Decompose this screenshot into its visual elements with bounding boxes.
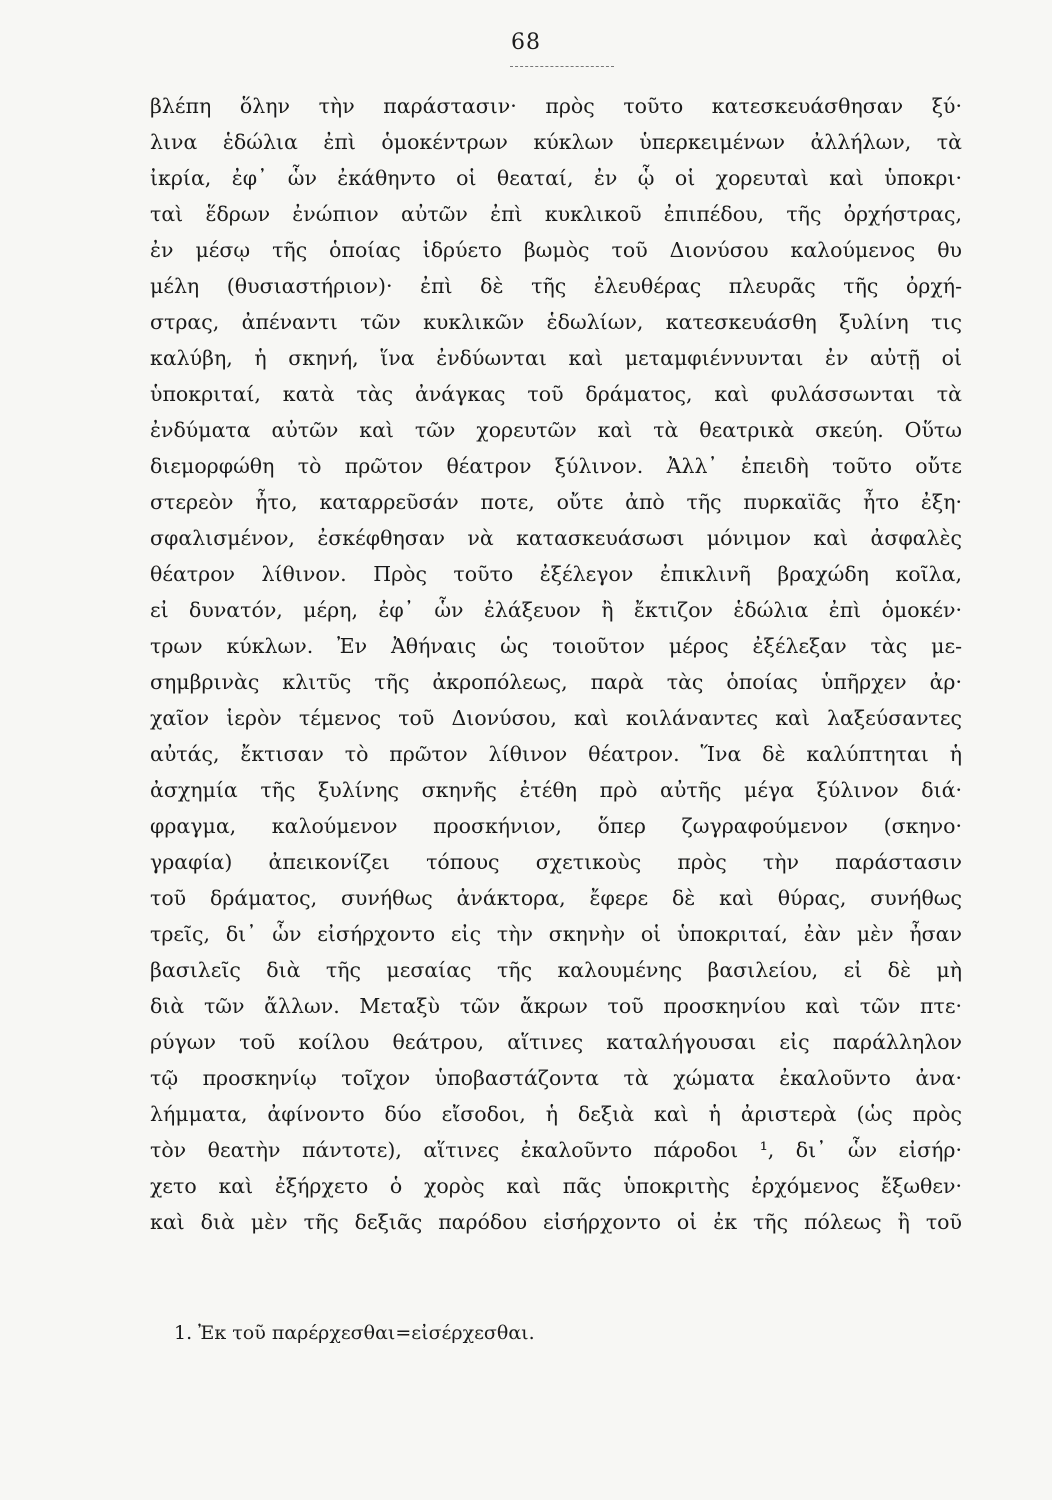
footnote: 1. Ἐκ τοῦ παρέρχεσθαι=εἰσέρχεσθαι. — [174, 1322, 535, 1344]
text-line: μέλη (θυσιαστήριον)· ἐπὶ δὲ τῆς ἐλευθέρας πλευρᾶς τῆς ὀρχή- — [150, 274, 962, 298]
text-line: θέατρον λίθινον. Πρὸς τοῦτο ἐξέλεγον ἐπικλινῆ βραχώδη κοῖλα, — [150, 562, 962, 586]
text-line: τοῦ δράματος, συνήθως ἀνάκτορα, ἔφερε δὲ καὶ θύρας, συνήθως — [150, 886, 962, 910]
text-line: σφαλισμένον, ἐσκέφθησαν νὰ κατασκευάσωσι μόνιμον καὶ ἀσφαλὲς — [150, 526, 962, 550]
text-line: χαῖον ἱερὸν τέμενος τοῦ Διονύσου, καὶ κοιλάναντες καὶ λαξεύσαντες — [150, 706, 962, 730]
text-line: τρων κύκλων. Ἐν Ἀθήναις ὡς τοιοῦτον μέρος ἐξέλεξαν τὰς με- — [150, 634, 962, 658]
text-line: γραφία) ἀπεικονίζει τόπους σχετικοὺς πρὸς τὴν παράστασιν — [150, 850, 962, 874]
text-line: ρύγων τοῦ κοίλου θεάτρου, αἵτινες καταλήγουσαι εἰς παράλληλον — [150, 1030, 962, 1054]
text-line: σημβρινὰς κλιτῦς τῆς ἀκροπόλεως, παρὰ τὰς ὁποίας ὑπῆρχεν ἀρ· — [150, 670, 962, 694]
text-line: ὑποκριταί, κατὰ τὰς ἀνάγκας τοῦ δράματος, καὶ φυλάσσωνται τὰ — [150, 382, 962, 406]
text-line: ἐν μέσῳ τῆς ὁποίας ἱδρύετο βωμὸς τοῦ Διονύσου καλούμενος θυ — [150, 238, 962, 262]
text-line: τῷ προσκηνίῳ τοῖχον ὑποβαστάζοντα τὰ χώματα ἐκαλοῦντο ἀνα· — [150, 1066, 962, 1090]
text-line: βλέπη ὅλην τὴν παράστασιν· πρὸς τοῦτο κατεσκευάσθησαν ξύ· — [150, 94, 962, 118]
page-number: 68 — [511, 30, 541, 55]
text-line: στρας, ἀπέναντι τῶν κυκλικῶν ἑδωλίων, κατεσκευάσθη ξυλίνη τις — [150, 310, 962, 334]
text-line: στερεὸν ἦτο, καταρρεῦσάν ποτε, οὔτε ἀπὸ τῆς πυρκαϊᾶς ἦτο ἐξη· — [150, 490, 962, 514]
text-line: ἀσχημία τῆς ξυλίνης σκηνῆς ἐτέθη πρὸ αὐτῆς μέγα ξύλινον διά· — [150, 778, 962, 802]
text-line: καλύβη, ἡ σκηνή, ἵνα ἐνδύωνται καὶ μεταμφιέννυνται ἐν αὐτῇ οἱ — [150, 346, 962, 370]
text-line: ταὶ ἕδρων ἐνώπιον αὐτῶν ἐπὶ κυκλικοῦ ἐπιπέδου, τῆς ὀρχήστρας, — [150, 202, 962, 226]
text-line: χετο καὶ ἐξήρχετο ὁ χορὸς καὶ πᾶς ὑποκριτὴς ἐρχόμενος ἔξωθεν· — [150, 1174, 962, 1198]
text-line: διεμορφώθη τὸ πρῶτον θέατρον ξύλινον. Ἀλλ᾽ ἐπειδὴ τοῦτο οὔτε — [150, 454, 962, 478]
text-line: τὸν θεατὴν πάντοτε), αἵτινες ἐκαλοῦντο πάροδοι ¹, δι᾽ ὧν εἰσήρ· — [150, 1138, 962, 1162]
text-line: τρεῖς, δι᾽ ὧν εἰσήρχοντο εἰς τὴν σκηνὴν οἱ ὑποκριταί, ἐὰν μὲν ἦσαν — [150, 922, 962, 946]
text-line: ἰκρία, ἐφ᾽ ὧν ἐκάθηντο οἱ θεαταί, ἐν ᾧ οἱ χορευταὶ καὶ ὑποκρι· — [150, 166, 962, 190]
text-line: λινα ἑδώλια ἐπὶ ὁμοκέντρων κύκλων ὑπερκειμένων ἀλλήλων, τὰ — [150, 130, 962, 154]
text-line: εἰ δυνατόν, μέρη, ἐφ᾽ ὧν ἐλάξευον ἢ ἔκτιζον ἑδώλια ἐπὶ ὁμοκέν· — [150, 598, 962, 622]
text-line: ἐνδύματα αὐτῶν καὶ τῶν χορευτῶν καὶ τὰ θεατρικὰ σκεύη. Οὕτω — [150, 418, 962, 442]
text-line: καὶ διὰ μὲν τῆς δεξιᾶς παρόδου εἰσήρχοντο οἱ ἐκ τῆς πόλεως ἢ τοῦ — [150, 1210, 962, 1234]
text-line: βασιλεῖς διὰ τῆς μεσαίας τῆς καλουμένης βασιλείου, εἰ δὲ μὴ — [150, 958, 962, 982]
text-line: αὐτάς, ἔκτισαν τὸ πρῶτον λίθινον θέατρον. Ἵνα δὲ καλύπτηται ἡ — [150, 742, 962, 766]
text-line: διὰ τῶν ἄλλων. Μεταξὺ τῶν ἄκρων τοῦ προσκηνίου καὶ τῶν πτε· — [150, 994, 962, 1018]
page-number-rule — [510, 66, 614, 67]
text-line: φραγμα, καλούμενον προσκήνιον, ὅπερ ζωγραφούμενον (σκηνο· — [150, 814, 962, 838]
text-line: λήμματα, ἀφίνοντο δύο εἴσοδοι, ἡ δεξιὰ καὶ ἡ ἀριστερὰ (ὡς πρὸς — [150, 1102, 962, 1126]
body-text — [150, 88, 962, 1240]
